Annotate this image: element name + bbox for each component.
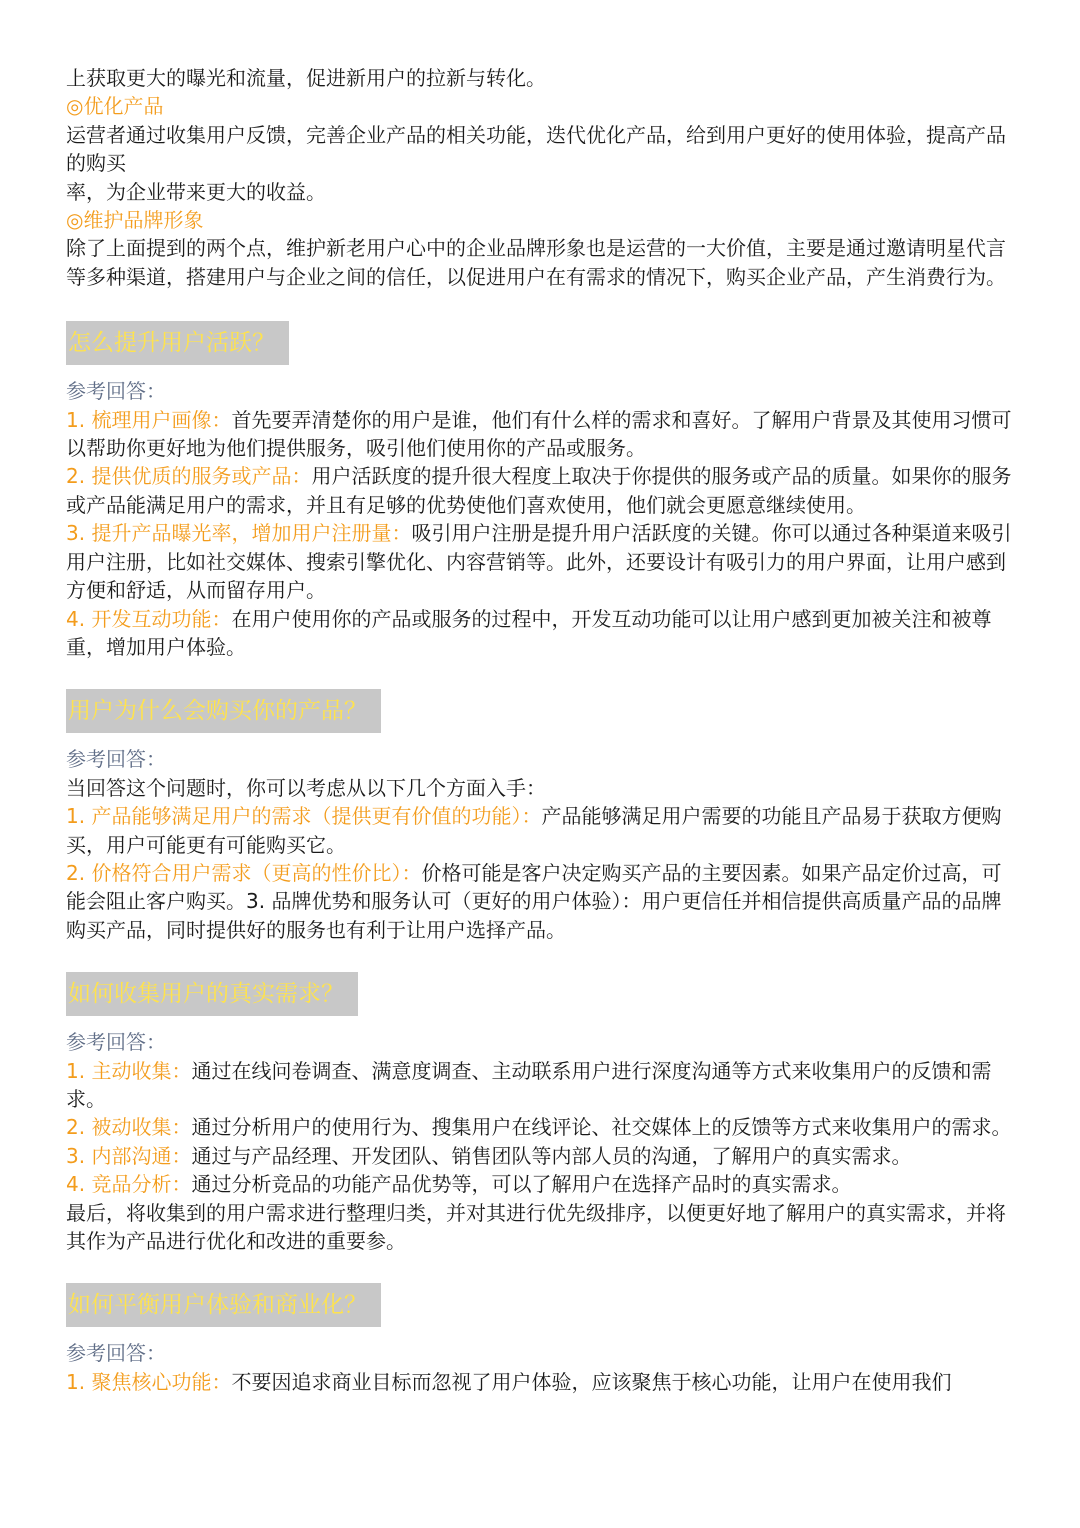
lead-text: 当回答这个问题时，你可以考虑从以下几个方面入手： bbox=[66, 775, 546, 800]
optimize-product-body-2: 率，为企业带来更大的收益。 bbox=[66, 179, 326, 204]
brand-image-title: ◎维护品牌形象 bbox=[66, 208, 204, 233]
reference-answer-label: 参考回答： bbox=[66, 1030, 166, 1055]
list-item: 4. 竞品分析：通过分析竞品的功能产品优势等，可以了解用户在选择产品时的真实需求。 bbox=[66, 1172, 852, 1197]
optimize-product-title: ◎优化产品 bbox=[66, 94, 164, 119]
list-item: 3. 提升产品曝光率，增加用户注册量：吸引用户注册是提升用户活跃度的关键。你可以通过各种渠道来吸引用户注册，比如社交媒体、搜索引擎优化、内容营销等。此外，还要设计有吸引力的用户界面，让用户感到方便和舒适，从而留存用户。 bbox=[66, 521, 1012, 603]
list-item: 1. 聚焦核心功能：不要因追求商业目标而忽视了用户体验，应该聚焦于核心功能，让用户在使用我们 bbox=[66, 1369, 952, 1394]
list-item: 4. 开发互动功能：在用户使用你的产品或服务的过程中，开发互动功能可以让用户感到更加被关注和被尊重，增加用户体验。 bbox=[66, 606, 992, 659]
list-item: 2. 被动收集：通过分析用户的使用行为、搜集用户在线评论、社交媒体上的反馈等方式来收集用户的需求。 bbox=[66, 1115, 1012, 1140]
brand-image-body: 除了上面提到的两个点，维护新老用户心中的企业品牌形象也是运营的一大价值，主要是通过邀请明星代言等多种渠道，搭建用户与企业之间的信任，以促进用户在有需求的情况下，购买企业产品，产生消费行为。 bbox=[66, 236, 1006, 289]
section-balance-ux-commerce bbox=[66, 1283, 1014, 1396]
list-item: 1. 产品能够满足用户的需求（提供更有价值的功能）：产品能够满足用户需要的功能且产品易于获取方便购买，用户可能更有可能购买它。 bbox=[66, 804, 1002, 857]
reference-answer-label: 参考回答： bbox=[66, 379, 166, 404]
intro-line: 上获取更大的曝光和流量，促进新用户的拉新与转化。 bbox=[66, 66, 546, 90]
reference-answer-label: 参考回答： bbox=[66, 747, 166, 772]
list-item: 1. 梳理用户画像：首先要弄清楚你的用户是谁，他们有什么样的需求和喜好。了解用户背景及其使用习惯可以帮助你更好地为他们提供服务，吸引他们使用你的产品或服务。 bbox=[66, 407, 1012, 461]
section-heading: 怎么提升用户活跃？ bbox=[66, 321, 289, 365]
section-heading: 如何平衡用户体验和商业化？ bbox=[66, 1283, 381, 1327]
list-item: 3. 内部沟通：通过与产品经理、开发团队、销售团队等内部人员的沟通，了解用户的真实需求。 bbox=[66, 1143, 912, 1168]
list-item: 1. 主动收集：通过在线问卷调查、满意度调查、主动联系用户进行深度沟通等方式来收集用户的反馈和需求。 bbox=[66, 1058, 992, 1111]
section-heading: 用户为什么会购买你的产品？ bbox=[66, 689, 381, 733]
list-item: 2. 提供优质的服务或产品：用户活跃度的提升很大程度上取决于你提供的服务或产品的质量。如果你的服务或产品能满足用户的需求，并且有足够的优势使他们喜欢使用，他们就会更愿意继续使用。 bbox=[66, 464, 1012, 517]
section-user-activity bbox=[66, 321, 1014, 661]
list-item: 2. 价格符合用户需求（更高的性价比）：价格可能是客户决定购买产品的主要因素。如果产品定价过高，可能会阻止客户购买。3. 品牌优势和服务认可（更好的用户体验）：用户更信任并相信提供高质量产品的品牌购买产品，同时提供好的服务也有利于让用户选择产品。 bbox=[66, 860, 1002, 942]
section-why-buy bbox=[66, 689, 1014, 944]
reference-answer-label: 参考回答： bbox=[66, 1341, 166, 1366]
section-heading: 如何收集用户的真实需求？ bbox=[66, 972, 358, 1016]
section-collect-needs bbox=[66, 972, 1014, 1255]
optimize-product-body-1: 运营者通过收集用户反馈，完善企业产品的相关功能，迭代优化产品，给到用户更好的使用体验，提高产品的购买 bbox=[66, 122, 1006, 176]
tail-text: 最后，将收集到的用户需求进行整理归类，并对其进行优先级排序，以便更好地了解用户的真实需求，并将其作为产品进行优化和改进的重要参。 bbox=[66, 1200, 1006, 1253]
